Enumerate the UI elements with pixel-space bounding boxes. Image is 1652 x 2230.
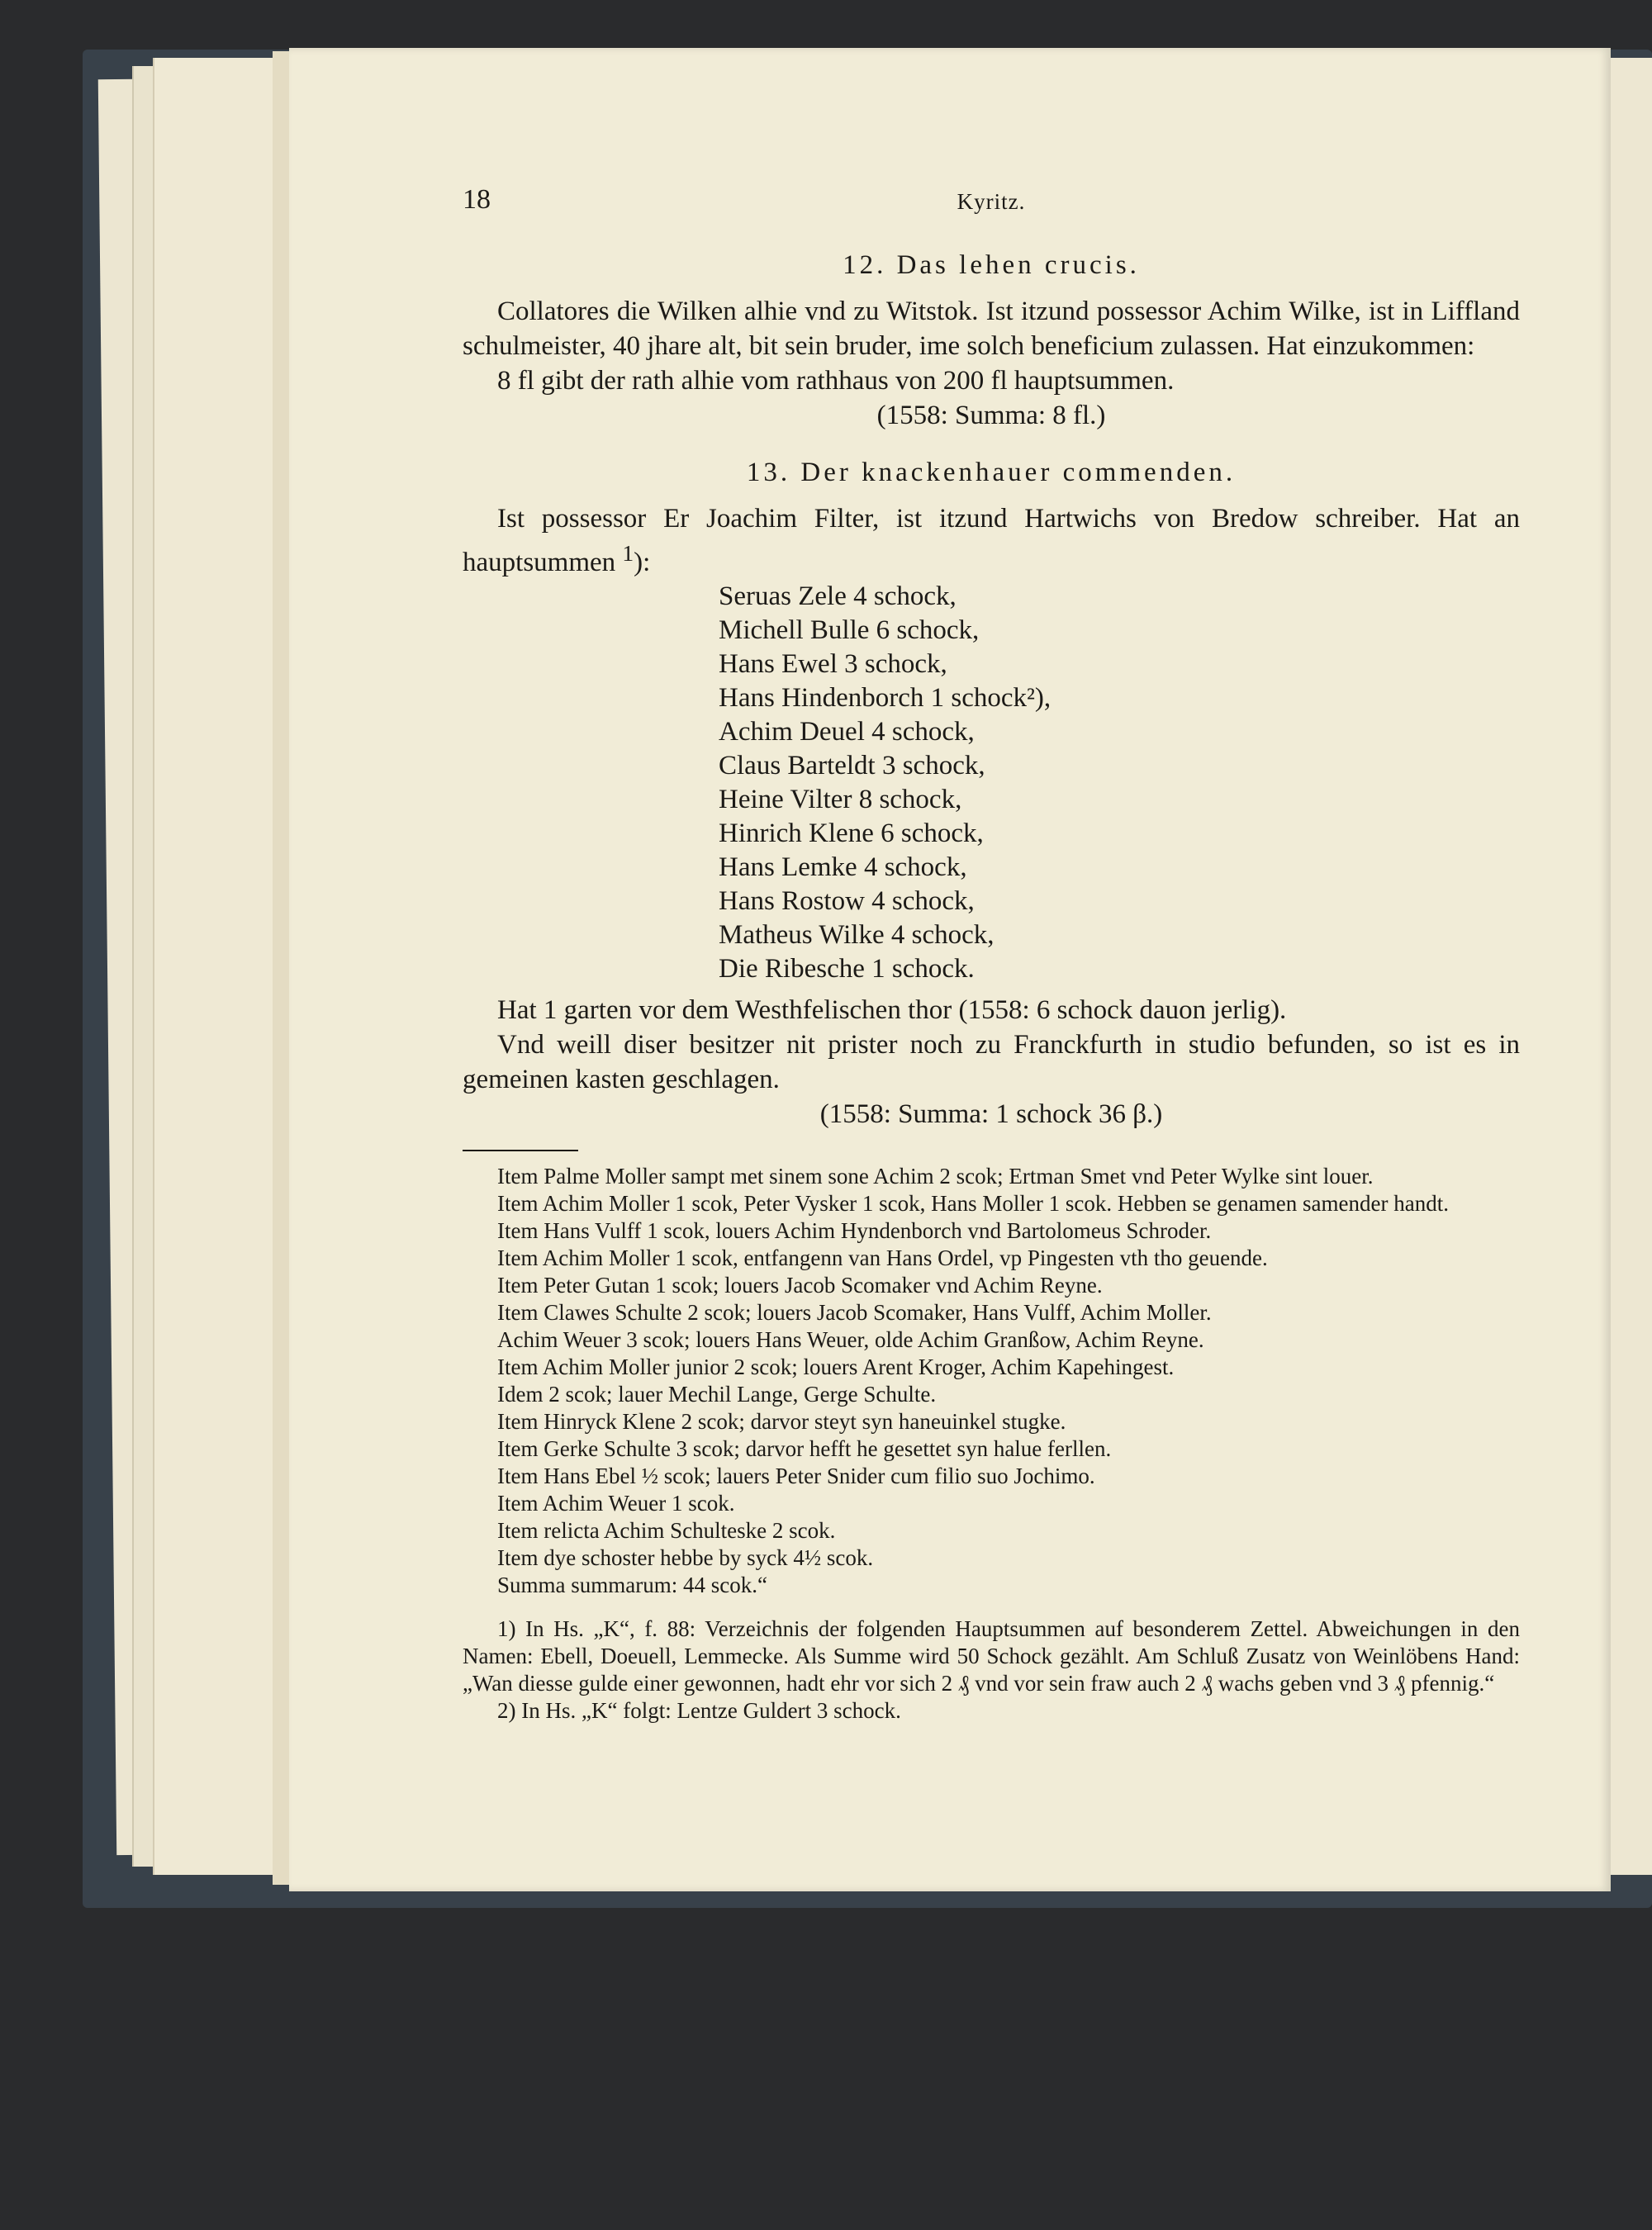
adjacent-page — [1607, 58, 1652, 1875]
running-head: Kyritz. — [957, 189, 1026, 214]
list-item: Hans Lemke 4 schock, — [719, 852, 967, 882]
section-12-paragraph: Collatores die Wilken alhie vnd zu Witstok. Ist itzund possessor Achim Wilke, ist in Liffland schulmeister, 40 jhare alt, bit sein bruder, ime solch beneficium zulassen. Hat einzukommen: — [463, 297, 1520, 361]
note-line: Item Achim Moller junior 2 scok; louers Arent Kroger, Achim Kapehingest. — [497, 1355, 1175, 1379]
footnote-rule — [463, 1150, 578, 1151]
list-item: Hans Ewel 3 schock, — [719, 649, 947, 679]
list-item: Hans Rostow 4 schock, — [719, 886, 975, 916]
list-item: Seruas Zele 4 schock, — [719, 581, 957, 611]
footnote-1: 1) In Hs. „K“, f. 88: Verzeichnis der folgenden Hauptsummen auf besonderem Zettel. Abweichungen in den Namen: Ebell, Doeuell, Lemmecke. Als Summe wird 50 Schock gezählt. Am Schluß Zusatz von Weinlöbens Hand: „Wan diesse gulde einer gewonnen, hadt ehr vor sich 2 ₰ vnd vor sein fraw auch 2 ₰ wachs geben vnd 3 ₰ pfennig.“ — [463, 1616, 1520, 1696]
note-line: Idem 2 scok; lauer Mechil Lange, Gerge Schulte. — [497, 1382, 937, 1407]
note-line: Summa summarum: 44 scok.“ — [497, 1573, 767, 1597]
book-page — [289, 48, 1611, 1891]
page-number: 18 — [463, 184, 491, 215]
note-line: Item Hinryck Klene 2 scok; darvor steyt syn haneuinkel stugke. — [497, 1409, 1066, 1434]
list-item: Die Ribesche 1 schock. — [719, 954, 975, 984]
hauptsummen-list — [719, 580, 1520, 986]
section-13-summa: (1558: Summa: 1 schock 36 β.) — [819, 1099, 1163, 1129]
note-line: Item Achim Weuer 1 scok. — [497, 1491, 735, 1516]
note-line: Item Hans Vulff 1 scok, louers Achim Hyndenborch vnd Bartolomeus Schroder. — [497, 1218, 1212, 1243]
list-item: Achim Deuel 4 schock, — [719, 717, 975, 747]
section-13-title: 13. Der knackenhauer commenden. — [746, 458, 1237, 487]
section-12-income: 8 fl gibt der rath alhie vom rathhaus von 200 fl hauptsummen. — [497, 366, 1175, 396]
section-13-garden: Hat 1 garten vor dem Westhfelischen thor (1558: 6 schock dauon jerlig). — [497, 995, 1287, 1025]
list-item: Hans Hindenborch 1 schock²), — [719, 683, 1051, 713]
section-12-title: 12. Das lehen crucis. — [843, 250, 1140, 280]
section-12-summa: (1558: Summa: 8 fl.) — [876, 401, 1106, 430]
source-notes — [463, 1163, 1520, 1599]
list-item: Michell Bulle 6 schock, — [719, 615, 980, 645]
list-item: Hinrich Klene 6 schock, — [719, 818, 984, 848]
footnotes — [463, 1616, 1520, 1725]
note-line: Item Peter Gutan 1 scok; louers Jacob Scomaker vnd Achim Reyne. — [497, 1273, 1103, 1298]
footnote-ref: 1 — [622, 540, 634, 566]
note-line: Item dye schoster hebbe by syck 4½ scok. — [497, 1545, 874, 1570]
note-line: Item relicta Achim Schulteske 2 scok. — [497, 1518, 836, 1543]
page-header — [463, 184, 1520, 234]
note-line: Item Hans Ebel ½ scok; lauers Peter Snider cum filio suo Jochimo. — [497, 1464, 1095, 1488]
list-item: Heine Vilter 8 schock, — [719, 785, 962, 814]
note-line: Item Achim Moller 1 scok, entfangenn van Hans Ordel, vp Pingesten vth tho geuende. — [497, 1245, 1268, 1270]
list-item: Matheus Wilke 4 schock, — [719, 920, 995, 950]
note-line: Item Palme Moller sampt met sinem sone Achim 2 scok; Ertman Smet vnd Peter Wylke sint louer. — [497, 1164, 1374, 1189]
note-line: Achim Weuer 3 scok; louers Hans Weuer, olde Achim Granßow, Achim Reyne. — [497, 1327, 1204, 1352]
section-13-paragraph-2: Vnd weill diser besitzer nit prister noch zu Franckfurth in studio befunden, so ist es in gemeinen kasten geschlagen. — [463, 1030, 1520, 1094]
footnote-2: 2) In Hs. „K“ folgt: Lentze Guldert 3 schock. — [497, 1698, 901, 1723]
note-line: Item Gerke Schulte 3 scok; darvor hefft he gesettet syn halue ferllen. — [497, 1436, 1112, 1461]
list-item: Claus Barteldt 3 schock, — [719, 751, 985, 780]
section-13-paragraph: Ist possessor Er Joachim Filter, ist itzund Hartwichs von Bredow schreiber. Hat an hauptsummen $^1$): — [463, 504, 1520, 577]
page-content — [463, 184, 1520, 1725]
note-line: Item Clawes Schulte 2 scok; louers Jacob Scomaker, Hans Vulff, Achim Moller. — [497, 1300, 1212, 1325]
note-line: Item Achim Moller 1 scok, Peter Vysker 1 scok, Hans Moller 1 scok. Hebben se genamen samender handt. — [497, 1191, 1449, 1216]
